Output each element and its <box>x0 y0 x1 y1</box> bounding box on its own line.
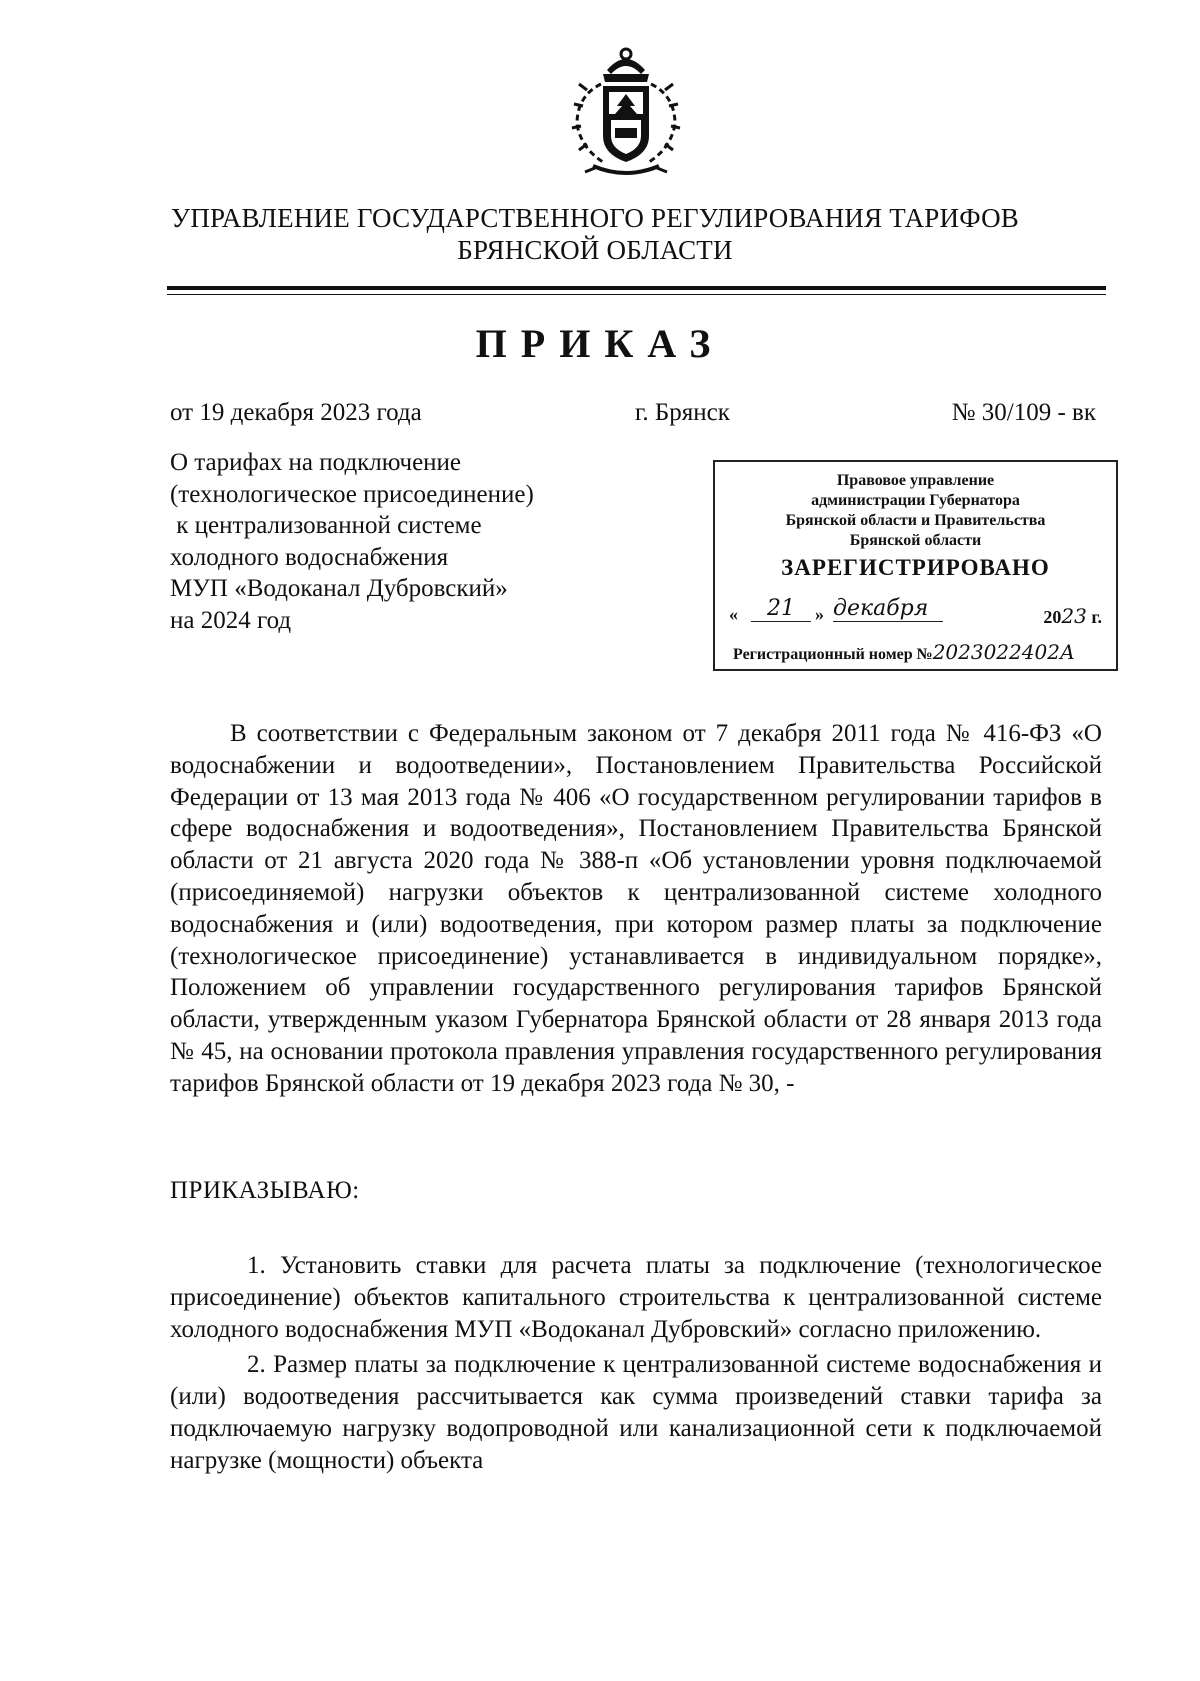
subject-line: на 2024 год <box>170 606 292 634</box>
stamp-org-line: Брянской области и Правительства <box>785 512 1046 529</box>
order-date: от 19 декабря 2023 года <box>170 399 422 426</box>
stamp-day: 21 <box>751 596 811 622</box>
subject-line: О тарифах на подключение <box>170 449 462 476</box>
subject-line: холодного водоснабжения <box>170 543 449 571</box>
order-item: 1. Установить ставки для расчета платы за подключение (технологическое присоединение) объектов капитального строительства к централизованной системе холодного водоснабжения МУП «Водоканал Дубровский» согласно приложению. <box>170 1252 1102 1343</box>
stamp-year-unit: г. <box>1091 607 1102 627</box>
stamp-status: ЗАРЕГИСТРИРОВАНО <box>781 555 1050 580</box>
stamp-date <box>729 598 1110 628</box>
stamp-org <box>715 471 1116 551</box>
stamp-quote-open: « <box>729 604 738 624</box>
stamp-org-line: Брянской области <box>849 532 982 549</box>
issuing-authority <box>150 202 1040 266</box>
stamp-registration-number <box>733 640 1114 664</box>
stamp-org-line: Правовое управление <box>836 472 995 489</box>
order-items <box>170 1250 1102 1481</box>
subject-line: (технологическое присоединение) <box>170 480 534 508</box>
header-rule-thin <box>167 294 1106 295</box>
subject-line: к централизованной системе <box>170 512 482 539</box>
header-rule-thick <box>167 286 1106 290</box>
order-directive: ПРИКАЗЫВАЮ: <box>170 1177 360 1204</box>
order-subject <box>170 447 630 636</box>
stamp-regnum-value: 2023022402А <box>932 640 1076 664</box>
preamble-paragraph: В соответствии с Федеральным законом от 7 декабря 2011 года № 416-ФЗ «О водоснабжении и водоотведении», Постановлением Правительства Российской Федерации от 13 мая 2013 года № 406 «О государственном регулировании тарифов в сфере водоснабжения и водоотведения», Постановлением Правительства Брянской области от 21 августа 2020 года № 388-п «Об установлении уровня подключаемой (присоединяемой) нагрузки объектов к централизованной системе холодного водоснабжения и (или) водоотведения, при котором размер платы за подключение (технологическое присоединение) устанавливается в индивидуальном порядке», Положением об управлении государственного регулирования тарифов Брянской области, утвержденным указом Губернатора Брянской области от 28 января 2013 года № 45, на основании протокола правления управления государственного регулирования тарифов Брянской области от 19 декабря 2023 года № 30, - <box>170 720 1102 1097</box>
order-number: № 30/109 - вк <box>951 399 1096 426</box>
preamble <box>170 718 1102 1100</box>
stamp-year-suffix: 23 <box>1061 604 1087 628</box>
stamp-org-line: администрации Губернатора <box>811 492 1020 509</box>
stamp-year-prefix: 20 <box>1043 607 1062 627</box>
order-city: г. Брянск <box>635 399 730 426</box>
stamp-regnum-label: Регистрационный номер № <box>733 646 933 663</box>
subject-line: МУП «Водоканал Дубровский» <box>170 575 508 602</box>
org-line-1: УПРАВЛЕНИЕ ГОСУДАРСТВЕННОГО РЕГУЛИРОВАНИЯ ТАРИФОВ <box>171 203 1019 233</box>
stamp-quote-close: » <box>815 604 824 624</box>
order-item: 2. Размер платы за подключение к централизованной системе водоснабжения и (или) водоотведения рассчитывается как сумма произведений ставки тарифа за подключаемую нагрузку водопроводной или канализационной сети к подключаемой нагрузке (мощности) объекта <box>170 1351 1102 1474</box>
stamp-year <box>1043 604 1102 628</box>
document-title: ПРИКАЗ <box>475 321 725 366</box>
org-line-2: БРЯНСКОЙ ОБЛАСТИ <box>457 235 733 265</box>
bryansk-oblast-coat-of-arms-icon <box>563 44 689 180</box>
stamp-month: декабря <box>833 596 943 622</box>
registration-stamp <box>713 460 1118 671</box>
